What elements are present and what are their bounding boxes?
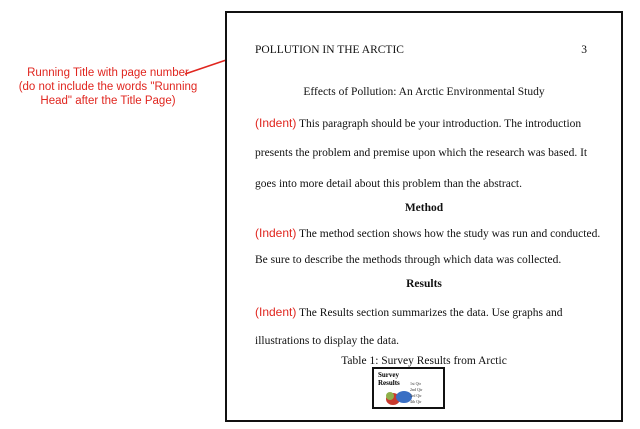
method-line-1 bbox=[255, 226, 601, 240]
method-heading: Method bbox=[404, 202, 444, 214]
legend-item: 1st Qtr bbox=[410, 381, 421, 386]
paragraph-text: The method section shows how the study was run and conducted. bbox=[299, 228, 601, 240]
running-head: POLLUTION IN THE ARCTIC bbox=[255, 44, 404, 56]
annotation-line: Head" after the Title Page) bbox=[40, 95, 176, 107]
intro-line-1 bbox=[255, 116, 601, 130]
method-line-2: Be sure to describe the methods through which data was collected. bbox=[255, 254, 562, 266]
table-caption: Table 1: Survey Results from Arctic bbox=[341, 355, 507, 367]
document-page bbox=[225, 11, 623, 422]
results-heading: Results bbox=[406, 278, 442, 290]
page-number: 3 bbox=[581, 44, 587, 56]
legend-item: 4th Qtr bbox=[410, 399, 422, 404]
indent-label: (Indent) bbox=[255, 226, 297, 240]
pie-slice-green bbox=[386, 392, 394, 400]
figure-title-line: Results bbox=[378, 379, 400, 387]
results-line-1 bbox=[255, 305, 601, 319]
indent-label: (Indent) bbox=[255, 305, 297, 319]
paragraph-text: This paragraph should be your introduction. The introduction bbox=[299, 118, 582, 130]
paper-title: Effects of Pollution: An Arctic Environmental Study bbox=[303, 86, 545, 98]
legend-item: 3rd Qtr bbox=[410, 393, 422, 398]
figure-legend bbox=[410, 381, 422, 405]
annotation-line: Running Title with page number bbox=[27, 67, 189, 79]
indent-label: (Indent) bbox=[255, 116, 297, 130]
legend-item: 2nd Qtr bbox=[410, 387, 423, 392]
running-head-row bbox=[255, 44, 587, 56]
annotation-line: (do not include the words "Running bbox=[18, 81, 198, 93]
intro-line-3: goes into more detail about this problem than the abstract. bbox=[255, 178, 522, 190]
figure-title-line: Survey bbox=[378, 371, 399, 379]
paragraph-text: The Results section summarizes the data. Use graphs and bbox=[299, 307, 563, 319]
intro-line-2: presents the problem and premise upon which the research was based. It bbox=[255, 147, 588, 159]
results-line-2: illustrations to display the data. bbox=[255, 335, 400, 347]
survey-results-figure bbox=[372, 367, 445, 409]
